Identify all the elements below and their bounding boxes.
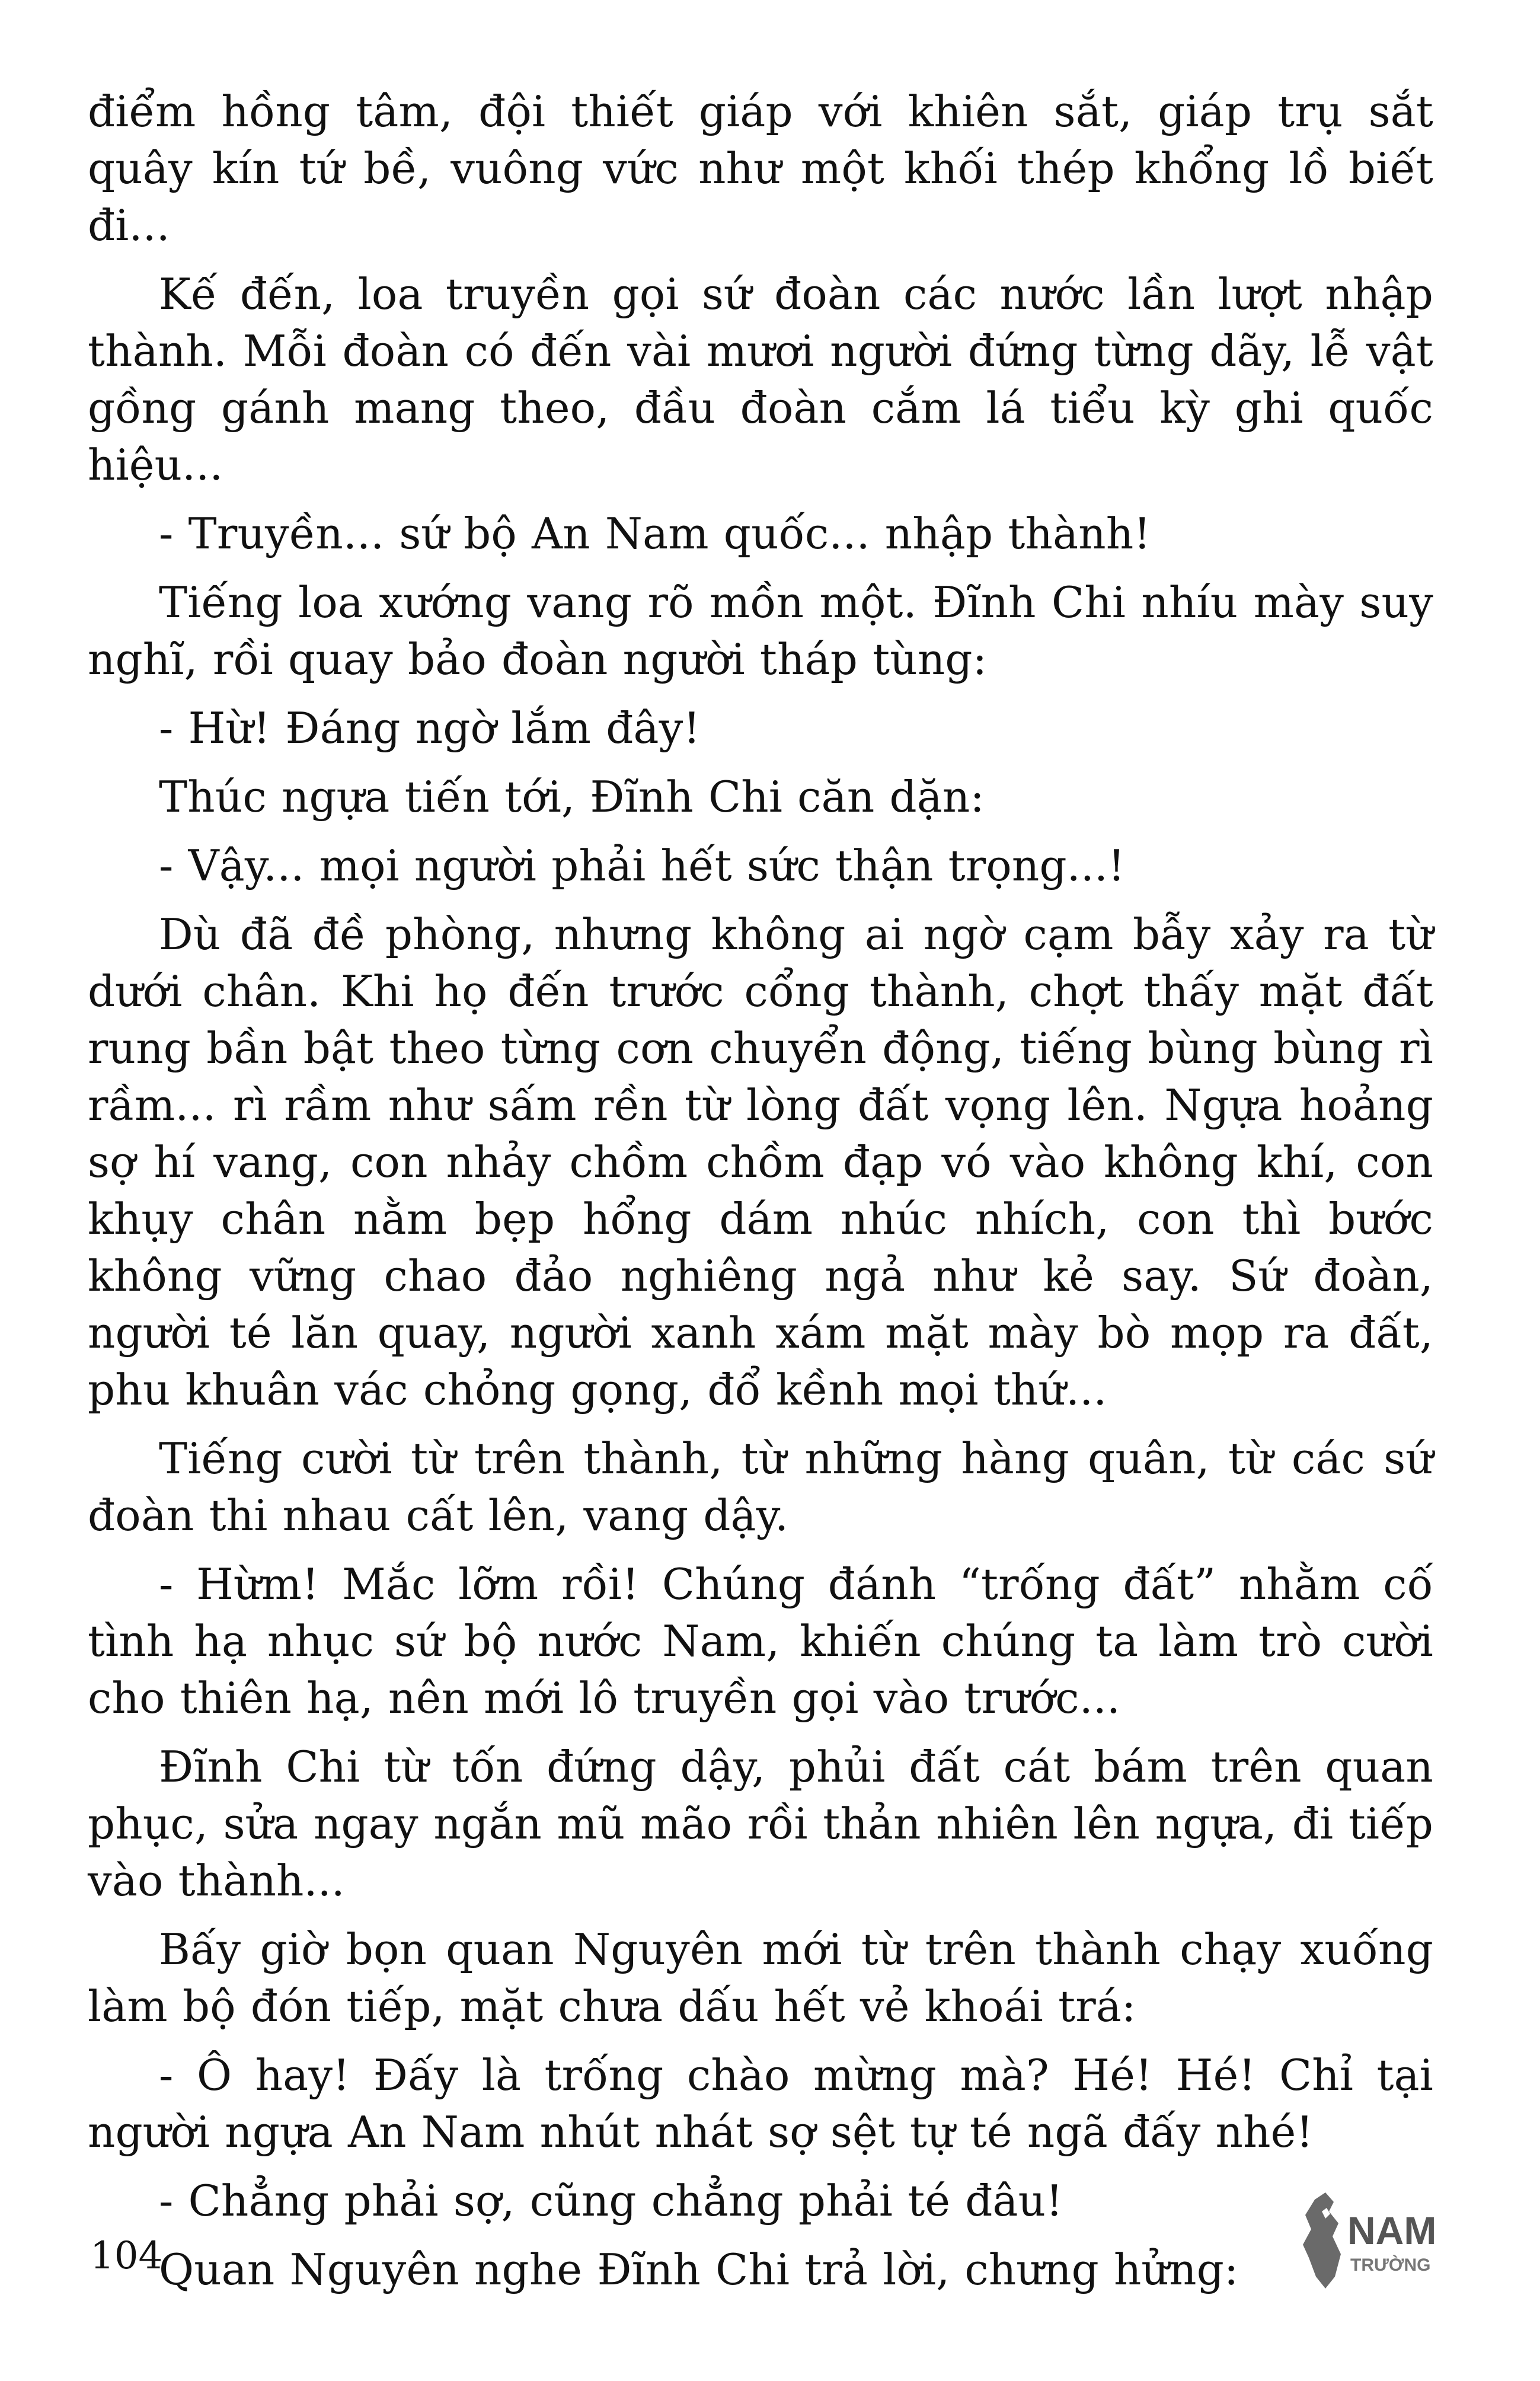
paragraph: - Hừm! Mắc lỡm rồi! Chúng đánh “trống đất” nhằm cố tình hạ nhục sứ bộ nước Nam, khiến chúng ta làm trò cười cho thiên hạ, nên mới lô truyền gọi vào trước... xyxy=(88,1559,1433,1723)
paragraph: - Hừ! Đáng ngờ lắm đây! xyxy=(159,703,701,753)
paragraph: Tiếng loa xướng vang rõ mồn một. Đĩnh Chi nhíu mày suy nghĩ, rồi quay bảo đoàn người tháp tùng: xyxy=(88,577,1433,684)
paragraph: - Vậy... mọi người phải hết sức thận trọng...! xyxy=(159,841,1126,891)
paragraph: Dù đã đề phòng, nhưng không ai ngờ cạm bẫy xảy ra từ dưới chân. Khi họ đến trước cổng thành, chợt thấy mặt đất rung bần bật theo từng cơn chuyển động, tiếng bùng bùng rì rầm... rì rầm như sấm rền từ lòng đất vọng lên. Ngựa hoảng sợ hí vang, con nhảy chồm chồm đạp vó vào không khí, con khụy chân nằm bẹp hổng dám nhúc nhích, con thì bước không vững chao đảo nghiêng ngả như kẻ say. Sứ đoàn, người té lăn quay, người xanh xám mặt mày bò mọp ra đất, phu khuân vác chỏng gọng, đổ kềnh mọi thứ... xyxy=(88,909,1433,1415)
paragraph: Đĩnh Chi từ tốn đứng dậy, phủi đất cát bám trên quan phục, sửa ngay ngắn mũ mão rồi thản nhiên lên ngựa, đi tiếp vào thành... xyxy=(88,1742,1433,1906)
logo-line2: TRƯỜNG xyxy=(1350,2255,1431,2275)
paragraph: - Ô hay! Đấy là trống chào mừng mà? Hé! Hé! Chỉ tại người ngựa An Nam nhút nhát sợ sệt tự té ngã đấy nhé! xyxy=(88,2050,1433,2157)
body-text xyxy=(88,83,1433,2310)
page-number: 104 xyxy=(90,2234,163,2278)
paragraph: Bấy giờ bọn quan Nguyên mới từ trên thành chạy xuống làm bộ đón tiếp, mặt chưa dấu hết vẻ khoái trá: xyxy=(88,1924,1433,2031)
publisher-logo xyxy=(1291,2188,1487,2294)
paragraph: Kế đến, loa truyền gọi sứ đoàn các nước lần lượt nhập thành. Mỗi đoàn có đến vài mươi người đứng từng dãy, lễ vật gồng gánh mang theo, đầu đoàn cắm lá tiểu kỳ ghi quốc hiệu... xyxy=(88,269,1433,490)
paragraph: Thúc ngựa tiến tới, Đĩnh Chi căn dặn: xyxy=(159,772,985,822)
paragraph: Quan Nguyên nghe Đĩnh Chi trả lời, chưng hửng: xyxy=(159,2245,1239,2294)
paragraph: - Truyền... sứ bộ An Nam quốc... nhập thành! xyxy=(159,509,1151,558)
paragraph: Tiếng cười từ trên thành, từ những hàng quân, từ các sứ đoàn thi nhau cất lên, vang dậy. xyxy=(88,1434,1433,1540)
paragraph: - Chẳng phải sợ, cũng chẳng phải té đâu! xyxy=(159,2176,1063,2226)
logo-line1: NAM xyxy=(1347,2208,1437,2252)
paragraph: điểm hồng tâm, đội thiết giáp với khiên sắt, giáp trụ sắt quây kín tứ bề, vuông vức như một khối thép khổng lồ biết đi... xyxy=(88,87,1433,250)
